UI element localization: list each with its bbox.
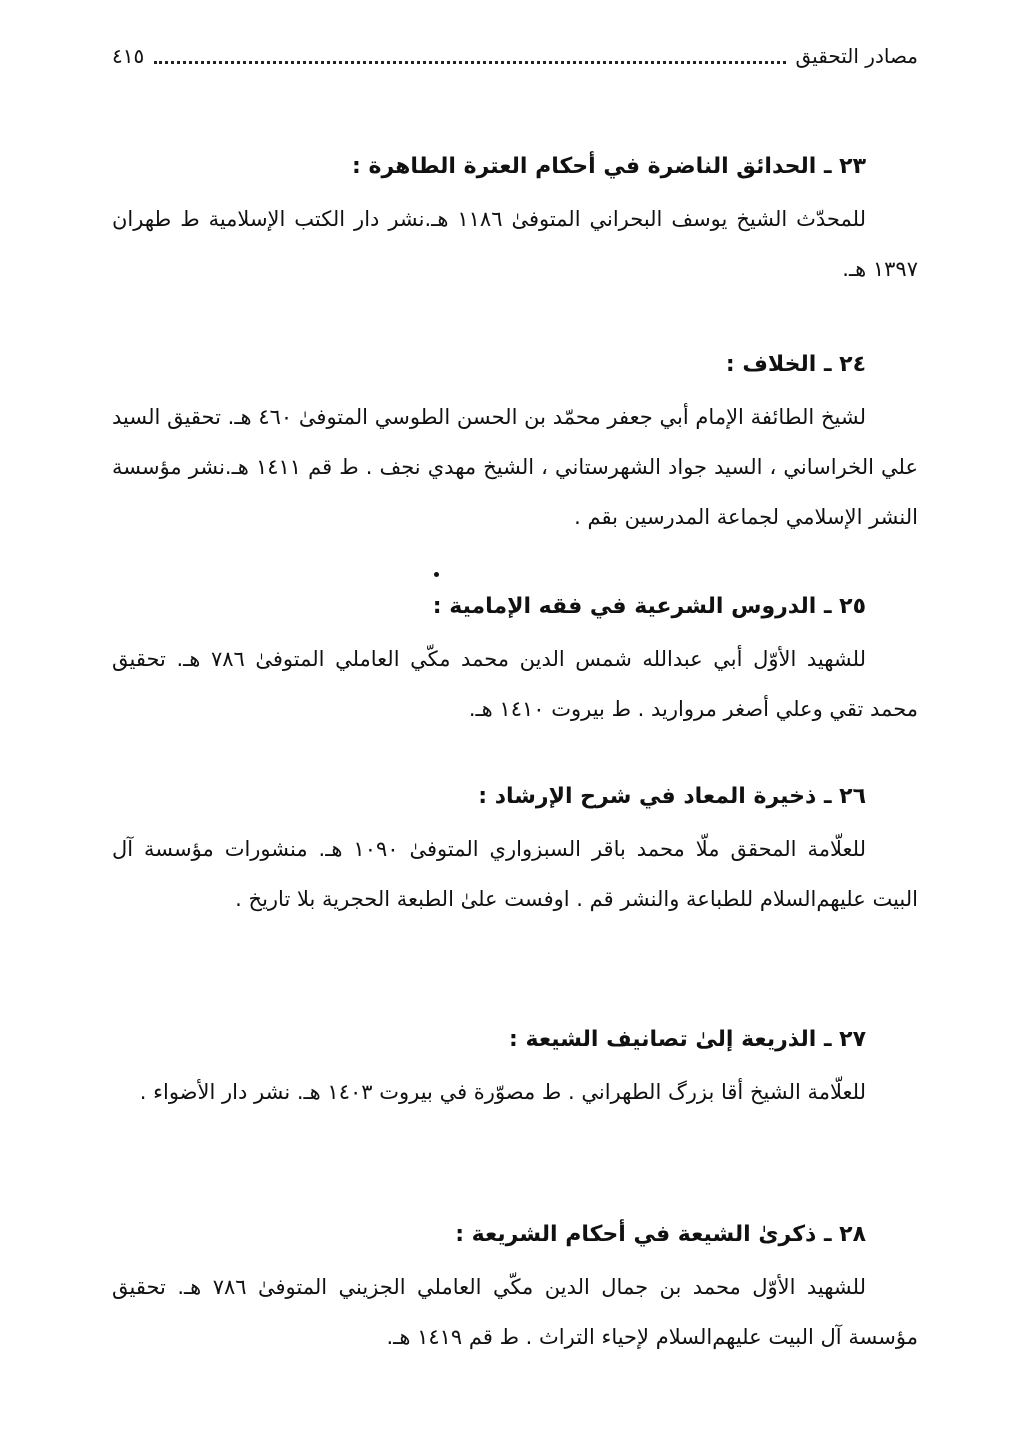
entry-body: للعلّامة المحقق ملّا محمد باقر السبزواري المتوفىٰ ١٠٩٠ هـ. منشورات مؤسسة آل البيت عليهم‌السلام للطباعة والنشر قم . اوفست علىٰ الطبعة الحجرية بلا تاريخ . — [112, 837, 918, 911]
running-header-title: مصادر التحقيق — [795, 44, 918, 68]
entry-title: ٢٣ ـ الحدائق الناضرة في أحكام العترة الطاهرة : — [352, 154, 866, 179]
page-number: ٤١٥ — [112, 44, 145, 68]
running-header — [112, 40, 918, 72]
entry-title: ٢٨ ـ ذكرىٰ الشيعة في أحكام الشريعة : — [455, 1222, 866, 1247]
bibliography-entry-24 — [112, 350, 918, 542]
entry-title: ٢٥ ـ الدروس الشرعية في فقه الإمامية : — [432, 594, 866, 619]
entry-body: للعلّامة الشيخ أقا بزرگ الطهراني . ط مصوّرة في بيروت ١٤٠٣ هـ. نشر دار الأضواء . — [139, 1080, 866, 1104]
entry-title: ٢٧ ـ الذريعة إلىٰ تصانيف الشيعة : — [509, 1027, 866, 1052]
leader-dots — [154, 61, 785, 64]
entry-body: للشهيد الأوّل أبي عبدالله شمس الدين محمد مكّي العاملي المتوفىٰ ٧٨٦ هـ. تحقيق محمد تقي وعلي أصغر مرواريد . ط بيروت ١٤١٠ هـ. — [112, 647, 918, 721]
bibliography-entry-27 — [112, 1025, 918, 1117]
entry-body: للشهيد الأوّل محمد بن جمال الدين مكّي العاملي الجزيني المتوفىٰ ٧٨٦ هـ. تحقيق مؤسسة آل البيت عليهم‌السلام لإحياء التراث . ط قم ١٤١٩ هـ. — [112, 1275, 918, 1349]
entry-body: للمحدّث الشيخ يوسف البحراني المتوفىٰ ١١٨٦ هـ.نشر دار الكتب الإسلامية ط طهران ١٣٩٧ هـ. — [112, 207, 918, 281]
entry-title: ٢٦ ـ ذخيرة المعاد في شرح الإرشاد : — [478, 784, 866, 809]
bibliography-entry-26 — [112, 782, 918, 924]
bibliography-entry-28 — [112, 1220, 918, 1362]
stray-dot — [434, 572, 439, 577]
entry-body: لشيخ الطائفة الإمام أبي جعفر محمّد بن الحسن الطوسي المتوفىٰ ٤٦٠ هـ. تحقيق السيد علي الخراساني ، السيد جواد الشهرستاني ، الشيخ مهدي نجف . ط قم ١٤١١ هـ.نشر مؤسسة النشر الإسلامي لجماعة المدرسين بقم . — [112, 405, 919, 529]
bibliography-entry-23 — [112, 152, 918, 294]
entry-title: ٢٤ ـ الخلاف : — [725, 352, 866, 377]
bibliography-entry-25 — [112, 592, 918, 734]
